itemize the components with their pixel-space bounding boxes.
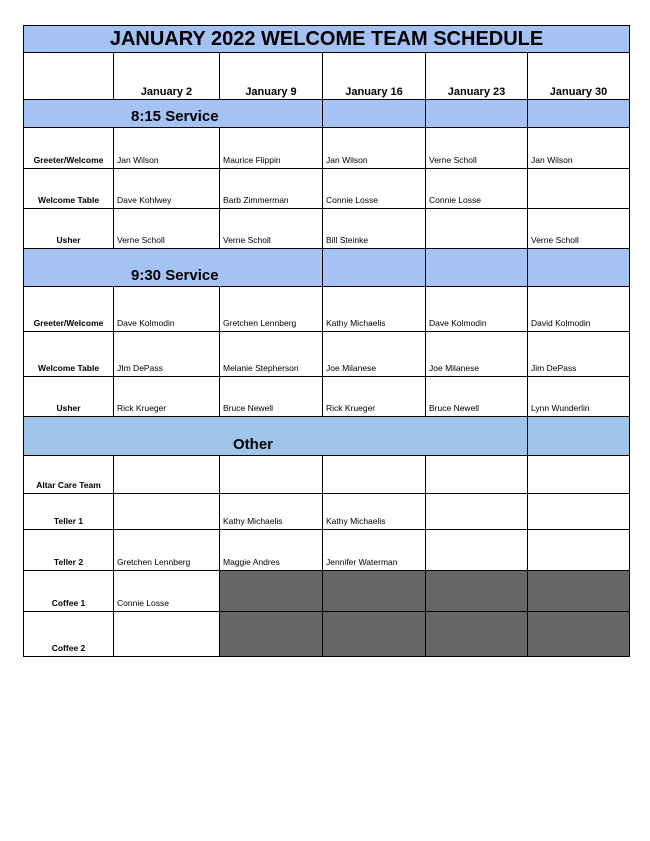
section-label-930: 9:30 Service: [131, 267, 219, 284]
table-row: [24, 494, 630, 530]
schedule-cell: [528, 169, 630, 209]
schedule-cell: Jan Wilson: [323, 128, 426, 169]
shaded-cell: [528, 571, 630, 612]
schedule-cell: Dave Kolmodin: [426, 287, 528, 332]
role-label: Coffee 1: [24, 571, 114, 612]
role-label: Altar Care Team: [24, 456, 114, 494]
shaded-cell: [220, 612, 323, 657]
schedule-cell: Gretchen Lennberg: [114, 530, 220, 571]
shaded-cell: [323, 612, 426, 657]
schedule-cell: Bruce Newell: [220, 377, 323, 417]
schedule-sheet: [23, 25, 629, 657]
schedule-cell: Lynn Wunderlin: [528, 377, 630, 417]
date-header: January 9: [220, 53, 323, 100]
schedule-cell: Verne Scholl: [114, 209, 220, 249]
role-label: Welcome Table: [24, 332, 114, 377]
section-label-other: Other: [233, 436, 274, 453]
section-cell: [24, 417, 528, 456]
schedule-cell: JIm DePass: [114, 332, 220, 377]
section-cell: [528, 100, 630, 128]
schedule-cell: [114, 456, 220, 494]
schedule-cell: Connie Losse: [426, 169, 528, 209]
schedule-cell: David Kolmodin: [528, 287, 630, 332]
schedule-cell: Maggie Andres: [220, 530, 323, 571]
schedule-cell: [114, 612, 220, 657]
schedule-cell: [323, 456, 426, 494]
schedule-cell: [426, 456, 528, 494]
role-label: Teller 1: [24, 494, 114, 530]
schedule-cell: [528, 494, 630, 530]
schedule-cell: Connie Losse: [114, 571, 220, 612]
schedule-cell: [426, 530, 528, 571]
section-row-815: [24, 100, 630, 128]
date-header: January 30: [528, 53, 630, 100]
role-label: Usher: [24, 209, 114, 249]
shaded-cell: [323, 571, 426, 612]
table-row: [24, 456, 630, 494]
schedule-cell: Connie Losse: [323, 169, 426, 209]
schedule-cell: Rick Krueger: [114, 377, 220, 417]
role-label: Greeter/Welcome: [24, 128, 114, 169]
table-row: [24, 209, 630, 249]
section-cell: [426, 249, 528, 287]
schedule-cell: Jennifer Waterman: [323, 530, 426, 571]
schedule-cell: [220, 456, 323, 494]
section-cell: [323, 100, 426, 128]
section-row-930: [24, 249, 630, 287]
table-row: [24, 169, 630, 209]
schedule-cell: Joe Milanese: [323, 332, 426, 377]
schedule-cell: Verne Scholl: [528, 209, 630, 249]
schedule-cell: [426, 209, 528, 249]
section-cell: [24, 249, 323, 287]
schedule-cell: [528, 530, 630, 571]
date-header: January 16: [323, 53, 426, 100]
schedule-cell: Kathy Michaelis: [220, 494, 323, 530]
schedule-cell: Dave Kolmodin: [114, 287, 220, 332]
schedule-cell: [528, 456, 630, 494]
role-label: Welcome Table: [24, 169, 114, 209]
section-cell: [528, 417, 630, 456]
section-cell: [24, 100, 323, 128]
schedule-table: [23, 25, 630, 657]
schedule-cell: Kathy Michaelis: [323, 287, 426, 332]
section-cell: [426, 100, 528, 128]
schedule-cell: Rick Krueger: [323, 377, 426, 417]
schedule-cell: [114, 494, 220, 530]
shaded-cell: [426, 571, 528, 612]
schedule-cell: Joe Milanese: [426, 332, 528, 377]
section-label-815: 8:15 Service: [131, 108, 219, 125]
shaded-cell: [426, 612, 528, 657]
schedule-cell: Maurice Flippin: [220, 128, 323, 169]
table-row: [24, 332, 630, 377]
schedule-title: JANUARY 2022 WELCOME TEAM SCHEDULE: [24, 26, 630, 53]
table-row: [24, 571, 630, 612]
schedule-cell: Melanie Stepherson: [220, 332, 323, 377]
date-header: January 2: [114, 53, 220, 100]
schedule-cell: Verne Scholl: [220, 209, 323, 249]
role-label: Usher: [24, 377, 114, 417]
role-label: Greeter/Welcome: [24, 287, 114, 332]
schedule-cell: Barb Zimmerman: [220, 169, 323, 209]
schedule-cell: Bruce Newell: [426, 377, 528, 417]
shaded-cell: [220, 571, 323, 612]
schedule-cell: Dave Kohlwey: [114, 169, 220, 209]
role-label: Coffee 2: [24, 612, 114, 657]
section-row-other: [24, 417, 630, 456]
schedule-cell: Jim DePass: [528, 332, 630, 377]
schedule-cell: Jan Wilson: [528, 128, 630, 169]
table-row: [24, 128, 630, 169]
schedule-cell: [426, 494, 528, 530]
shaded-cell: [528, 612, 630, 657]
table-row: [24, 612, 630, 657]
schedule-cell: Verne Scholl: [426, 128, 528, 169]
table-row: [24, 530, 630, 571]
table-row: [24, 377, 630, 417]
schedule-cell: Jan Wilson: [114, 128, 220, 169]
header-blank-cell: [24, 53, 114, 100]
table-row: [24, 287, 630, 332]
date-header: January 23: [426, 53, 528, 100]
date-header-row: [24, 53, 630, 100]
schedule-cell: Gretchen Lennberg: [220, 287, 323, 332]
section-cell: [323, 249, 426, 287]
schedule-cell: Bill Steinke: [323, 209, 426, 249]
role-label: Teller 2: [24, 530, 114, 571]
schedule-cell: Kathy Michaelis: [323, 494, 426, 530]
section-cell: [528, 249, 630, 287]
title-row: [24, 26, 630, 53]
